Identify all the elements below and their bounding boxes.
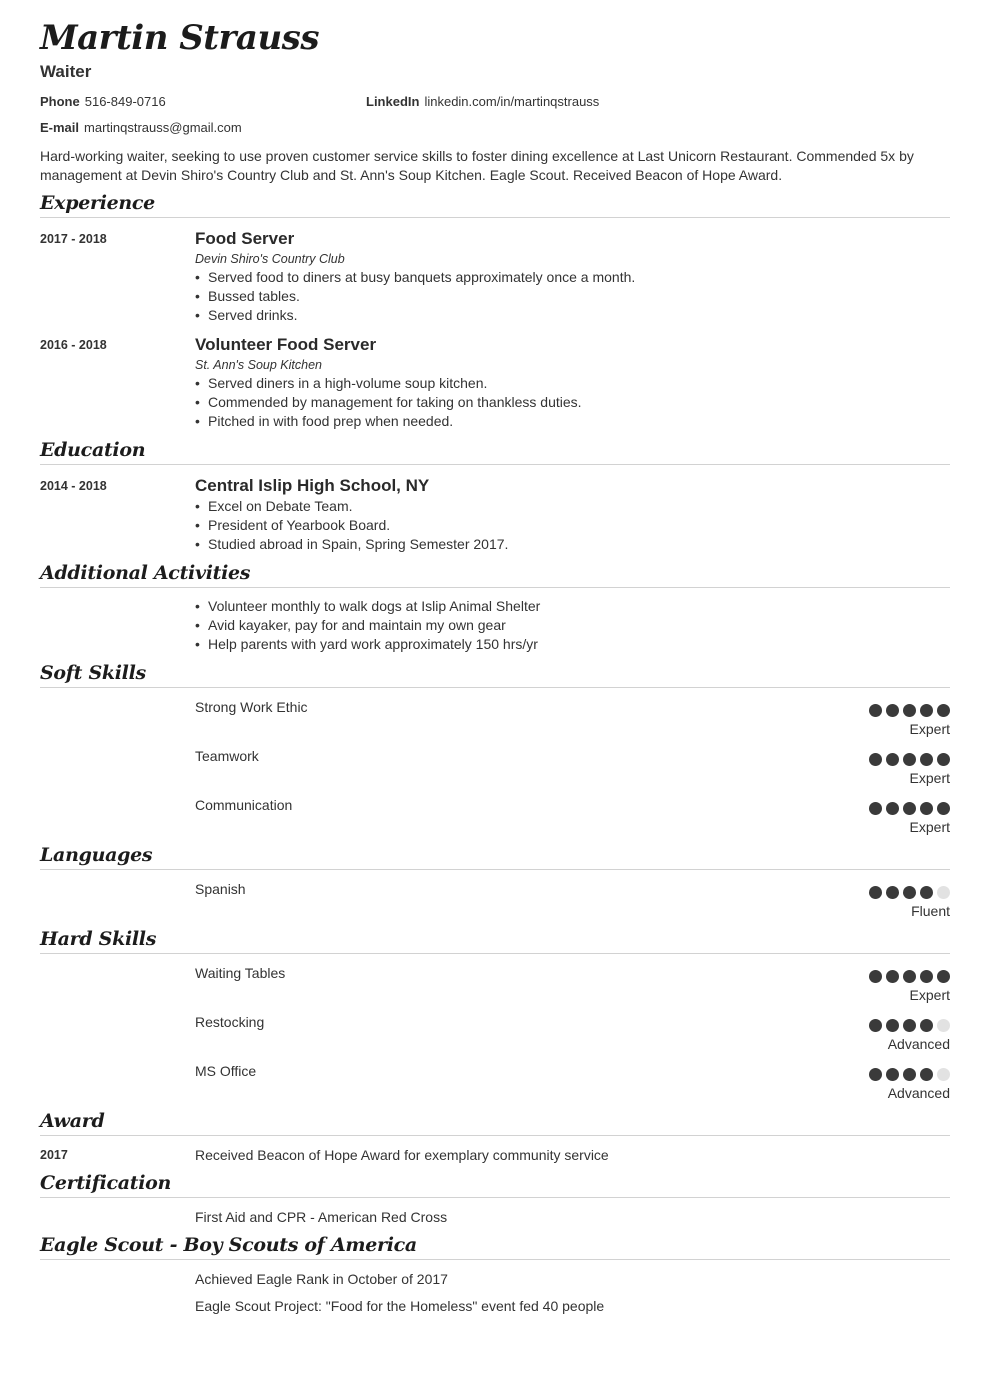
rating-dot-filled <box>886 802 899 815</box>
hard-skill-2-name: Restocking <box>195 1014 265 1030</box>
soft-skill-2-rating <box>869 753 950 766</box>
list-item: • Excel on Debate Team. <box>195 497 508 516</box>
experience-2-date: 2016 - 2018 <box>40 338 107 352</box>
education-1-date: 2014 - 2018 <box>40 479 107 493</box>
rating-dot-filled <box>869 753 882 766</box>
list-item: • Bussed tables. <box>195 287 635 306</box>
experience-1-title: Food Server <box>195 229 295 248</box>
list-item: • Served drinks. <box>195 306 635 325</box>
rating-dot-filled <box>886 970 899 983</box>
experience-2-employer: St. Ann's Soup Kitchen <box>195 358 323 372</box>
linkedin-link[interactable]: linkedin.com/in/martinqstrauss <box>424 94 600 109</box>
list-item: • President of Yearbook Board. <box>195 516 508 535</box>
soft-skills-divider <box>40 687 950 688</box>
list-item: • Volunteer monthly to walk dogs at Islip Animal Shelter <box>195 597 540 616</box>
rating-dot-filled <box>920 704 933 717</box>
summary-text: Hard-working waiter, seeking to use proven customer service skills to foster dining excellence at Last Unicorn Restaurant. Commended 5x by management at Devin Shiro's Country Club and St. Ann's Soup Kitchen. Eagle Scout. Received Beacon of Hope Award. <box>40 148 914 183</box>
rating-dot-filled <box>869 970 882 983</box>
eagle-scout-item-1: Achieved Eagle Rank in October of 2017 <box>195 1271 448 1287</box>
certification-divider <box>40 1197 950 1198</box>
list-item: • Served food to diners at busy banquets approximately once a month. <box>195 268 635 287</box>
award-heading: Award <box>40 1110 105 1132</box>
rating-dot-filled <box>903 802 916 815</box>
list-item: • Commended by management for taking on thankless duties. <box>195 393 582 412</box>
rating-dot-filled <box>920 970 933 983</box>
education-divider <box>40 464 950 465</box>
rating-dot-filled <box>937 753 950 766</box>
rating-dot-filled <box>937 970 950 983</box>
email-link[interactable]: martinqstrauss@gmail.com <box>84 120 242 135</box>
language-1-rating <box>869 886 950 899</box>
activities-divider <box>40 587 950 588</box>
award-date: 2017 <box>40 1148 68 1162</box>
rating-dot-empty <box>937 886 950 899</box>
education-heading: Education <box>40 439 146 461</box>
language-1-name: Spanish <box>195 881 246 897</box>
hard-skills-divider <box>40 953 950 954</box>
experience-divider <box>40 217 950 218</box>
eagle-scout-heading: Eagle Scout - Boy Scouts of America <box>40 1234 417 1256</box>
rating-dot-filled <box>920 1068 933 1081</box>
award-text: Received Beacon of Hope Award for exemplary community service <box>195 1147 609 1163</box>
soft-skills-heading: Soft Skills <box>40 662 146 684</box>
hard-skills-heading: Hard Skills <box>40 928 157 950</box>
list-item: • Studied abroad in Spain, Spring Semester 2017. <box>195 535 508 554</box>
rating-dot-filled <box>903 753 916 766</box>
eagle-scout-item-2: Eagle Scout Project: "Food for the Homeless" event fed 40 people <box>195 1298 605 1314</box>
soft-skill-2-name: Teamwork <box>195 748 259 764</box>
rating-dot-filled <box>869 704 882 717</box>
email-label: E-mail <box>40 120 80 135</box>
hard-skill-2-level: Advanced <box>887 1036 950 1052</box>
rating-dot-filled <box>920 753 933 766</box>
phone-value: 516-849-0716 <box>84 94 166 109</box>
rating-dot-filled <box>886 886 899 899</box>
contact-phone <box>40 94 166 109</box>
rating-dot-filled <box>903 886 916 899</box>
hard-skill-3-name: MS Office <box>195 1063 257 1079</box>
rating-dot-filled <box>869 1019 882 1032</box>
rating-dot-filled <box>920 1019 933 1032</box>
contact-linkedin <box>366 94 599 109</box>
rating-dot-empty <box>937 1019 950 1032</box>
rating-dot-filled <box>869 802 882 815</box>
rating-dot-filled <box>869 1068 882 1081</box>
hard-skill-1-name: Waiting Tables <box>195 965 286 981</box>
education-1-bullets <box>195 497 508 554</box>
rating-dot-filled <box>903 970 916 983</box>
hard-skill-1-rating <box>869 970 950 983</box>
experience-2-bullets <box>195 374 582 431</box>
soft-skill-1-rating <box>869 704 950 717</box>
hard-skill-3-level: Advanced <box>887 1085 950 1101</box>
rating-dot-filled <box>903 1068 916 1081</box>
soft-skill-3-level: Expert <box>909 819 950 835</box>
rating-dot-filled <box>903 704 916 717</box>
linkedin-label: LinkedIn <box>366 94 420 109</box>
languages-divider <box>40 869 950 870</box>
language-1-level: Fluent <box>911 903 950 919</box>
phone-label: Phone <box>40 94 80 109</box>
rating-dot-filled <box>886 753 899 766</box>
experience-1-employer: Devin Shiro's Country Club <box>195 252 345 266</box>
list-item: • Served diners in a high-volume soup kitchen. <box>195 374 582 393</box>
rating-dot-filled <box>937 802 950 815</box>
experience-1-bullets <box>195 268 635 325</box>
rating-dot-filled <box>937 704 950 717</box>
candidate-name: Martin Strauss <box>40 18 319 58</box>
rating-dot-filled <box>886 704 899 717</box>
contact-email <box>40 120 242 135</box>
activities-bullets <box>195 597 540 654</box>
list-item: • Avid kayaker, pay for and maintain my own gear <box>195 616 540 635</box>
soft-skill-1-level: Expert <box>909 721 950 737</box>
rating-dot-filled <box>886 1019 899 1032</box>
rating-dot-filled <box>920 802 933 815</box>
soft-skill-3-name: Communication <box>195 797 293 813</box>
education-1-school: Central Islip High School, NY <box>195 476 430 495</box>
award-divider <box>40 1135 950 1136</box>
list-item: • Pitched in with food prep when needed. <box>195 412 582 431</box>
hard-skill-2-rating <box>869 1019 950 1032</box>
experience-heading: Experience <box>40 192 155 214</box>
rating-dot-filled <box>903 1019 916 1032</box>
hard-skill-1-level: Expert <box>909 987 950 1003</box>
soft-skill-3-rating <box>869 802 950 815</box>
certification-heading: Certification <box>40 1172 172 1194</box>
eagle-scout-divider <box>40 1259 950 1260</box>
languages-heading: Languages <box>40 844 153 866</box>
rating-dot-empty <box>937 1068 950 1081</box>
rating-dot-filled <box>886 1068 899 1081</box>
candidate-role: Waiter <box>40 62 92 81</box>
activities-heading: Additional Activities <box>40 562 251 584</box>
hard-skill-3-rating <box>869 1068 950 1081</box>
soft-skill-1-name: Strong Work Ethic <box>195 699 308 715</box>
rating-dot-filled <box>920 886 933 899</box>
certification-text: First Aid and CPR - American Red Cross <box>195 1209 448 1225</box>
rating-dot-filled <box>869 886 882 899</box>
list-item: • Help parents with yard work approximately 150 hrs/yr <box>195 635 540 654</box>
experience-1-date: 2017 - 2018 <box>40 232 107 246</box>
experience-2-title: Volunteer Food Server <box>195 335 377 354</box>
soft-skill-2-level: Expert <box>909 770 950 786</box>
